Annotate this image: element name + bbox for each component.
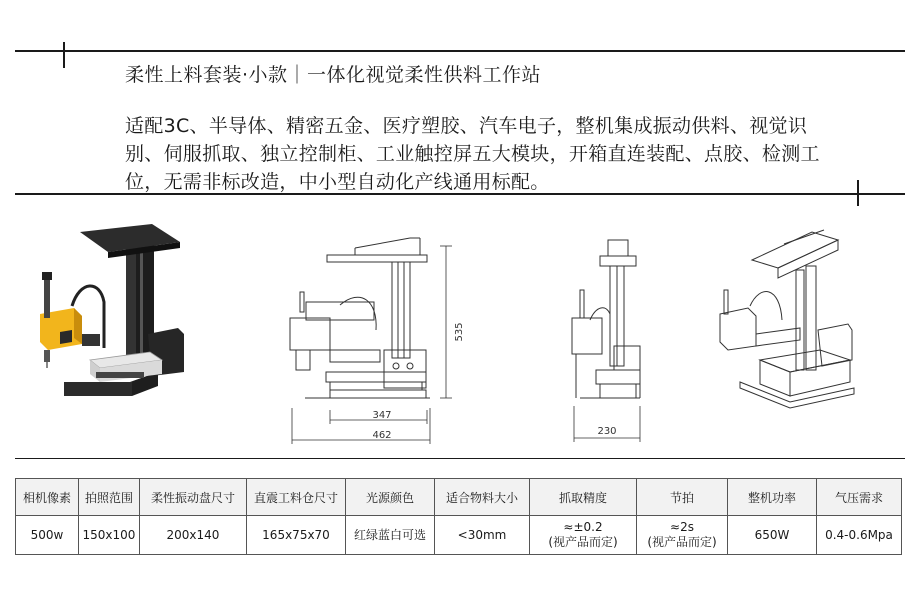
- spec-table: [15, 478, 902, 555]
- product-description: 适配3C、半导体、精密五金、医疗塑胶、汽车电子，整机集成振动供料、视觉识别、伺服抓取、独立控制柜、工业触控屏五大模块，开箱直连装配、点胶、检测工位，无需非标改造，中小型自动化产线通用标配。: [125, 115, 820, 193]
- middle-rule-tick: [857, 180, 859, 206]
- spec-header-row: [16, 479, 902, 516]
- spec-value: 500w: [16, 516, 79, 555]
- spec-value-row: [16, 516, 902, 555]
- spec-header: 适合物料大小: [435, 479, 530, 516]
- spec-value: 0.4-0.6Mpa: [817, 516, 902, 555]
- spec-header: 柔性振动盘尺寸: [140, 479, 247, 516]
- spec-header: 拍照范围: [79, 479, 140, 516]
- spec-header: 相机像素: [16, 479, 79, 516]
- spec-value: 200x140: [140, 516, 247, 555]
- spec-header: 光源颜色: [346, 479, 435, 516]
- page-title: 柔性上料套装·小款｜一体化视觉柔性供料工作站: [125, 64, 542, 86]
- spec-value: <30mm: [435, 516, 530, 555]
- spec-value: 150x100: [79, 516, 140, 555]
- spec-header: 节拍: [637, 479, 728, 516]
- side-width-dimension: 230: [597, 426, 617, 437]
- spec-value: 红绿蓝白可选: [346, 516, 435, 555]
- product-photo: [40, 224, 184, 396]
- spec-header: 抓取精度: [530, 479, 637, 516]
- spec-header: 整机功率: [728, 479, 817, 516]
- top-rule-tick: [63, 42, 65, 68]
- front-view-drawing: [290, 238, 452, 444]
- side-view-drawing: [572, 240, 640, 442]
- spec-value: ≈2s (视产品而定): [637, 516, 728, 555]
- top-rule: [15, 50, 905, 52]
- isometric-drawing: [720, 230, 854, 408]
- product-figures: [0, 210, 922, 460]
- spec-value: 165x75x70: [247, 516, 346, 555]
- spec-value: ≈±0.2 (视产品而定): [530, 516, 637, 555]
- front-outer-width-dimension: 462: [372, 430, 392, 441]
- spec-header: 直震工料仓尺寸: [247, 479, 346, 516]
- front-inner-width-dimension: 347: [372, 410, 392, 421]
- spec-value: 650W: [728, 516, 817, 555]
- spec-header: 气压需求: [817, 479, 902, 516]
- front-height-dimension: 535: [454, 322, 465, 342]
